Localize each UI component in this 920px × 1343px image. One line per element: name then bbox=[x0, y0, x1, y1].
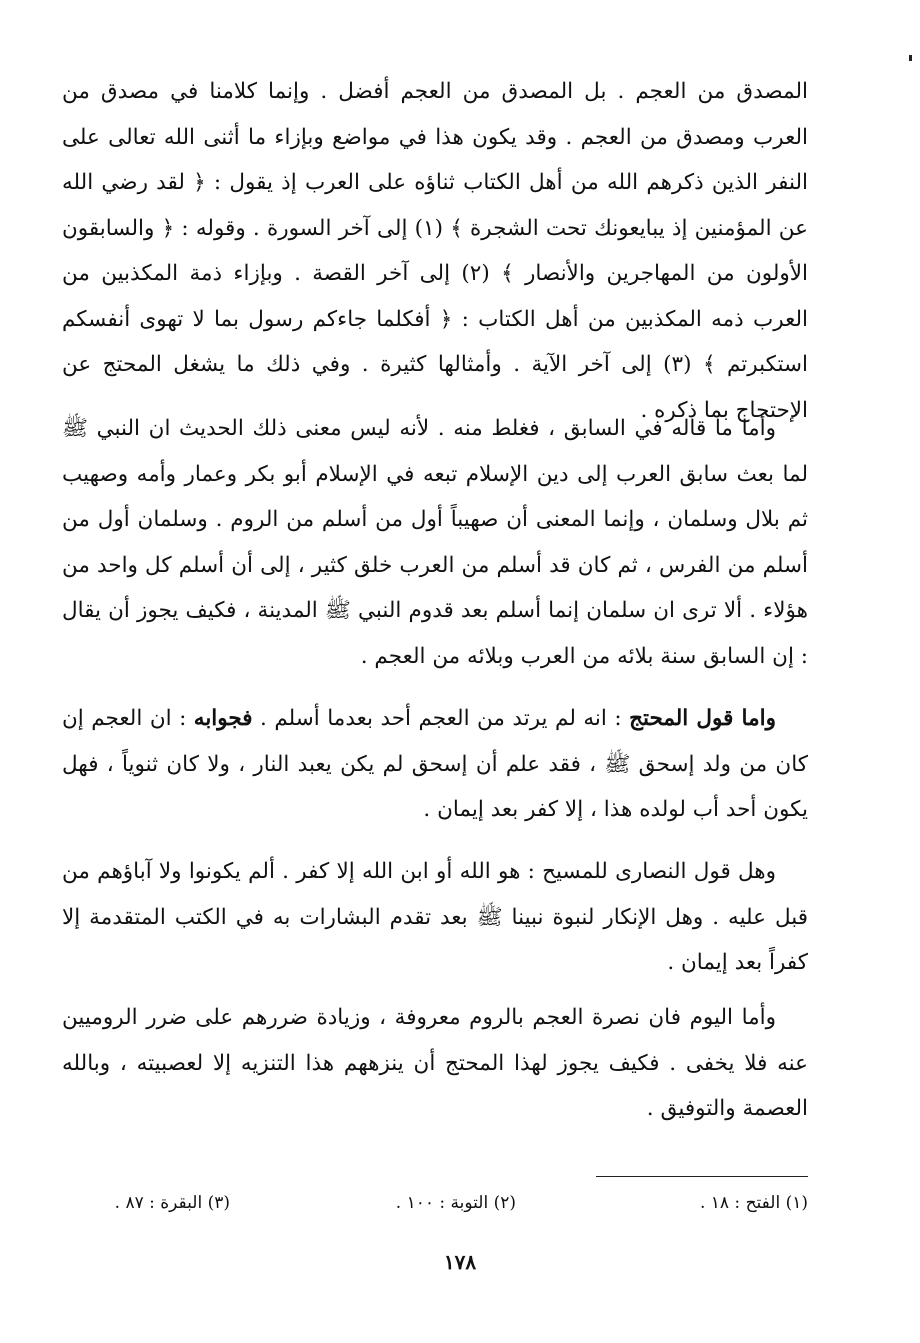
paragraph-1 bbox=[62, 69, 808, 433]
paragraph-2 bbox=[62, 406, 808, 679]
paragraph-4-text: وهل قول النصارى للمسيح : هو الله أو ابن الله إلا كفر . ألم يكونوا ولا آباؤهم من قبل عليه . وهل الإنكار لنبوة نبينا ﷺ بعد تقدم البشارات به في الكتب المتقدمة إلا كفراً بعد إيمان . bbox=[62, 859, 808, 975]
footnote-divider bbox=[596, 1176, 808, 1177]
paragraph-5 bbox=[62, 995, 808, 1132]
paragraph-text bbox=[62, 696, 808, 833]
footnote-2: (٢) التوبة : ١٠٠ . bbox=[395, 1193, 516, 1213]
footnotes bbox=[62, 1193, 808, 1223]
paragraph-2-text: وأما ما قاله في السابق ، فغلط منه . لأنه ليس معنى ذلك الحديث ان النبي ﷺ لما بعث سابق العرب إلى دين الإسلام تبعه في الإسلام أبو بكر وعمار وأمه وصهيب ثم بلال وسلمان ، وإنما المعنى أن صهيباً أول من أسلم من الروم . وسلمان أول من أسلم من الفرس ، ثم كان قد أسلم من العرب خلق كثير ، إلى أن أسلم كل واحد من هؤلاء . ألا ترى ان سلمان إنما أسلم بعد قدوم النبي ﷺ المدينة ، فكيف يجوز أن يقال : إن السابق سنة بلائه من العرب وبلائه من العجم . bbox=[62, 416, 808, 669]
paragraph-text bbox=[62, 849, 808, 986]
paragraph-4 bbox=[62, 849, 808, 986]
paragraph-3-text-a: : انه لم يرتد من العجم أحد بعدما أسلم . bbox=[252, 706, 630, 731]
paragraph-5-text: وأما اليوم فان نصرة العجم بالروم معروفة ، وزيادة ضررهم على ضرر الروميين عنه فلا يخفى . فكيف يجوز لهذا المحتج أن ينزههم هذا التنزيه إلا لعصبيته ، وبالله العصمة والتوفيق . bbox=[62, 1005, 808, 1121]
paragraph-text bbox=[62, 406, 808, 679]
paragraph-text bbox=[62, 995, 808, 1132]
bold-answer-word: فجوابه bbox=[193, 706, 253, 731]
footnote-3: (٣) البقرة : ٨٧ . bbox=[114, 1193, 230, 1213]
paragraph-3-text-b: : ان العجم إن كان من ولد إسحق ﷺ ، فقد علم أن إسحق لم يكن يعبد النار ، ولا كان ثنوياً ، فهل يكون أحد أب لولده هذا ، إلا كفر بعد إيمان . bbox=[62, 706, 808, 822]
scan-mark bbox=[909, 55, 912, 61]
paragraph-1-text: المصدق من العجم . بل المصدق من العجم أفضل . وإنما كلامنا في مصدق من العرب ومصدق من العجم . وقد يكون هذا في مواضع وبإزاء ما أثنى الله تعالى على النفر الذين ذكرهم الله من أهل الكتاب ثناؤه على العرب إذ يقول : ﴿ لقد رضي الله عن المؤمنين إذ يبايعونك تحت الشجرة ﴾ (١) إلى آخر السورة . وقوله : ﴿ والسابقون الأولون من المهاجرين والأنصار ﴾ (٢) إلى آخر القصة . وبإزاء ذمة المكذبين من العرب ذمه المكذبين من أهل الكتاب : ﴿ أفكلما جاءكم رسول بما لا تهوى أنفسكم استكبرتم ﴾ (٣) إلى آخر الآية . وأمثالها كثيرة . وفي ذلك ما يشغل المحتج عن الإحتجاج بما ذكره . bbox=[62, 79, 809, 423]
page-number: ١٧٨ bbox=[443, 1250, 477, 1274]
paragraph-3 bbox=[62, 696, 808, 833]
footnote-1: (١) الفتح : ١٨ . bbox=[699, 1193, 808, 1213]
bold-lead-phrase: واما قول المحتج bbox=[629, 706, 776, 731]
paragraph-text bbox=[62, 69, 808, 433]
